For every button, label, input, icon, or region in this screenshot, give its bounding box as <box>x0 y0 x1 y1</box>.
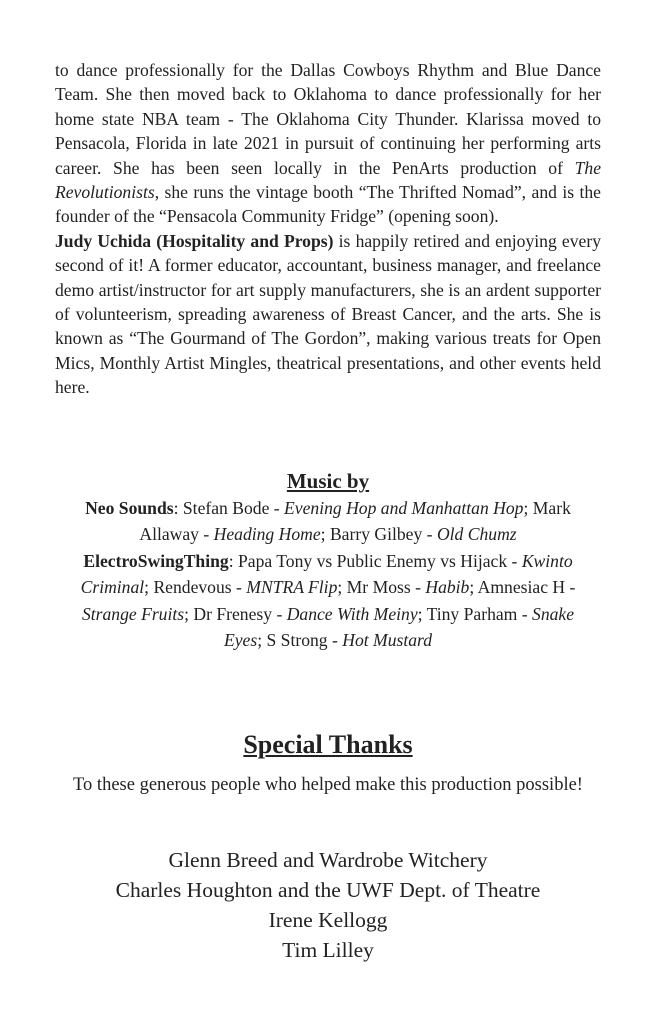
thanks-name: Charles Houghton and the UWF Dept. of Theatre <box>115 878 541 902</box>
thanks-name: Glenn Breed and Wardrobe Witchery <box>168 848 488 872</box>
music-credits <box>68 495 588 653</box>
music-electro-track-7: Hot Mustard <box>342 630 433 651</box>
music-electro-artist-4: ; Amnesiac H - <box>469 577 576 598</box>
music-neo-artist-3: ; Barry Gilbey - <box>320 524 437 545</box>
special-thanks-intro: To these generous people who helped make this production possible! <box>73 775 583 795</box>
special-thanks-heading: Special Thanks <box>243 730 413 759</box>
music-neo-track-2: Heading Home <box>213 524 321 545</box>
music-neo-sep: : <box>173 498 183 518</box>
music-electro-track-1: Kwinto Criminal <box>80 550 573 598</box>
music-electro-label: ElectroSwingThing <box>83 550 229 571</box>
music-electro-artist-3: ; Mr Moss - <box>337 577 426 598</box>
bio-judy-name: Judy Uchida (Hospitality and Props) <box>55 230 334 251</box>
bio-section <box>55 58 601 400</box>
bio-klarissa-text-2: , she runs the vintage booth “The Thrifted Nomad”, and is the founder of the “Pensacola Community Fridge” (opening soon). <box>55 182 601 227</box>
music-electro-sep: : <box>228 550 238 571</box>
music-electro-track-5: Dance With Meiny <box>286 603 418 624</box>
music-electro-track-3: Habib <box>425 577 470 598</box>
thanks-name: Irene Kellogg <box>268 908 388 932</box>
music-electro-artist-6: ; Tiny Parham - <box>417 603 533 624</box>
music-neo-label: Neo Sounds <box>85 498 174 518</box>
music-neo-sounds <box>68 495 588 548</box>
special-thanks-names <box>0 845 656 965</box>
music-electro-track-2: MNTRA Flip <box>246 577 338 598</box>
music-electro-track-4: Strange Fruits <box>81 603 185 624</box>
bio-klarissa-text-1: to dance professionally for the Dallas Cowboys Rhythm and Blue Dance Team. She then moved back to Oklahoma to dance professionally for her home state NBA team - The Oklahoma City Thunder. Klarissa moved to Pensacola, Florida in late 2021 in pursuit of continuing her performing arts career. She has been seen locally in the PenArts production of <box>55 60 601 178</box>
music-electro-artist-1: Papa Tony vs Public Enemy vs Hijack - <box>237 550 522 571</box>
bio-klarissa <box>55 58 601 229</box>
bio-klarissa-show-title: The Revolutionists <box>55 157 601 203</box>
bio-judy <box>55 229 601 400</box>
music-neo-artist-2: ; Mark Allaway - <box>139 498 571 545</box>
music-electro-artist-7: ; S Strong - <box>257 630 343 651</box>
bio-judy-text: is happily retired and enjoying every second of it! A former educator, accountant, business manager, and freelance demo artist/instructor for art supply manufacturers, she is an ardent supporter of volunteerism, spreading awareness of Breast Cancer, and the arts. She is known as “The Gourmand of The Gordon”, making various treats for Open Mics, Monthly Artist Mingles, theatrical presentations, and other events held here. <box>55 230 601 398</box>
music-heading: Music by <box>286 469 370 493</box>
music-electro-artist-5: ; Dr Frenesy - <box>184 603 287 624</box>
music-electroswingthing <box>68 548 588 654</box>
music-electro-artist-2: ; Rendevous - <box>144 577 247 598</box>
thanks-name: Tim Lilley <box>282 938 374 962</box>
music-electro-track-6: Snake Eyes <box>223 603 575 651</box>
music-neo-track-1: Evening Hop and Manhattan Hop <box>284 498 524 518</box>
music-neo-artist-1: Stefan Bode - <box>182 498 285 518</box>
music-neo-track-3: Old Chumz <box>436 524 517 545</box>
